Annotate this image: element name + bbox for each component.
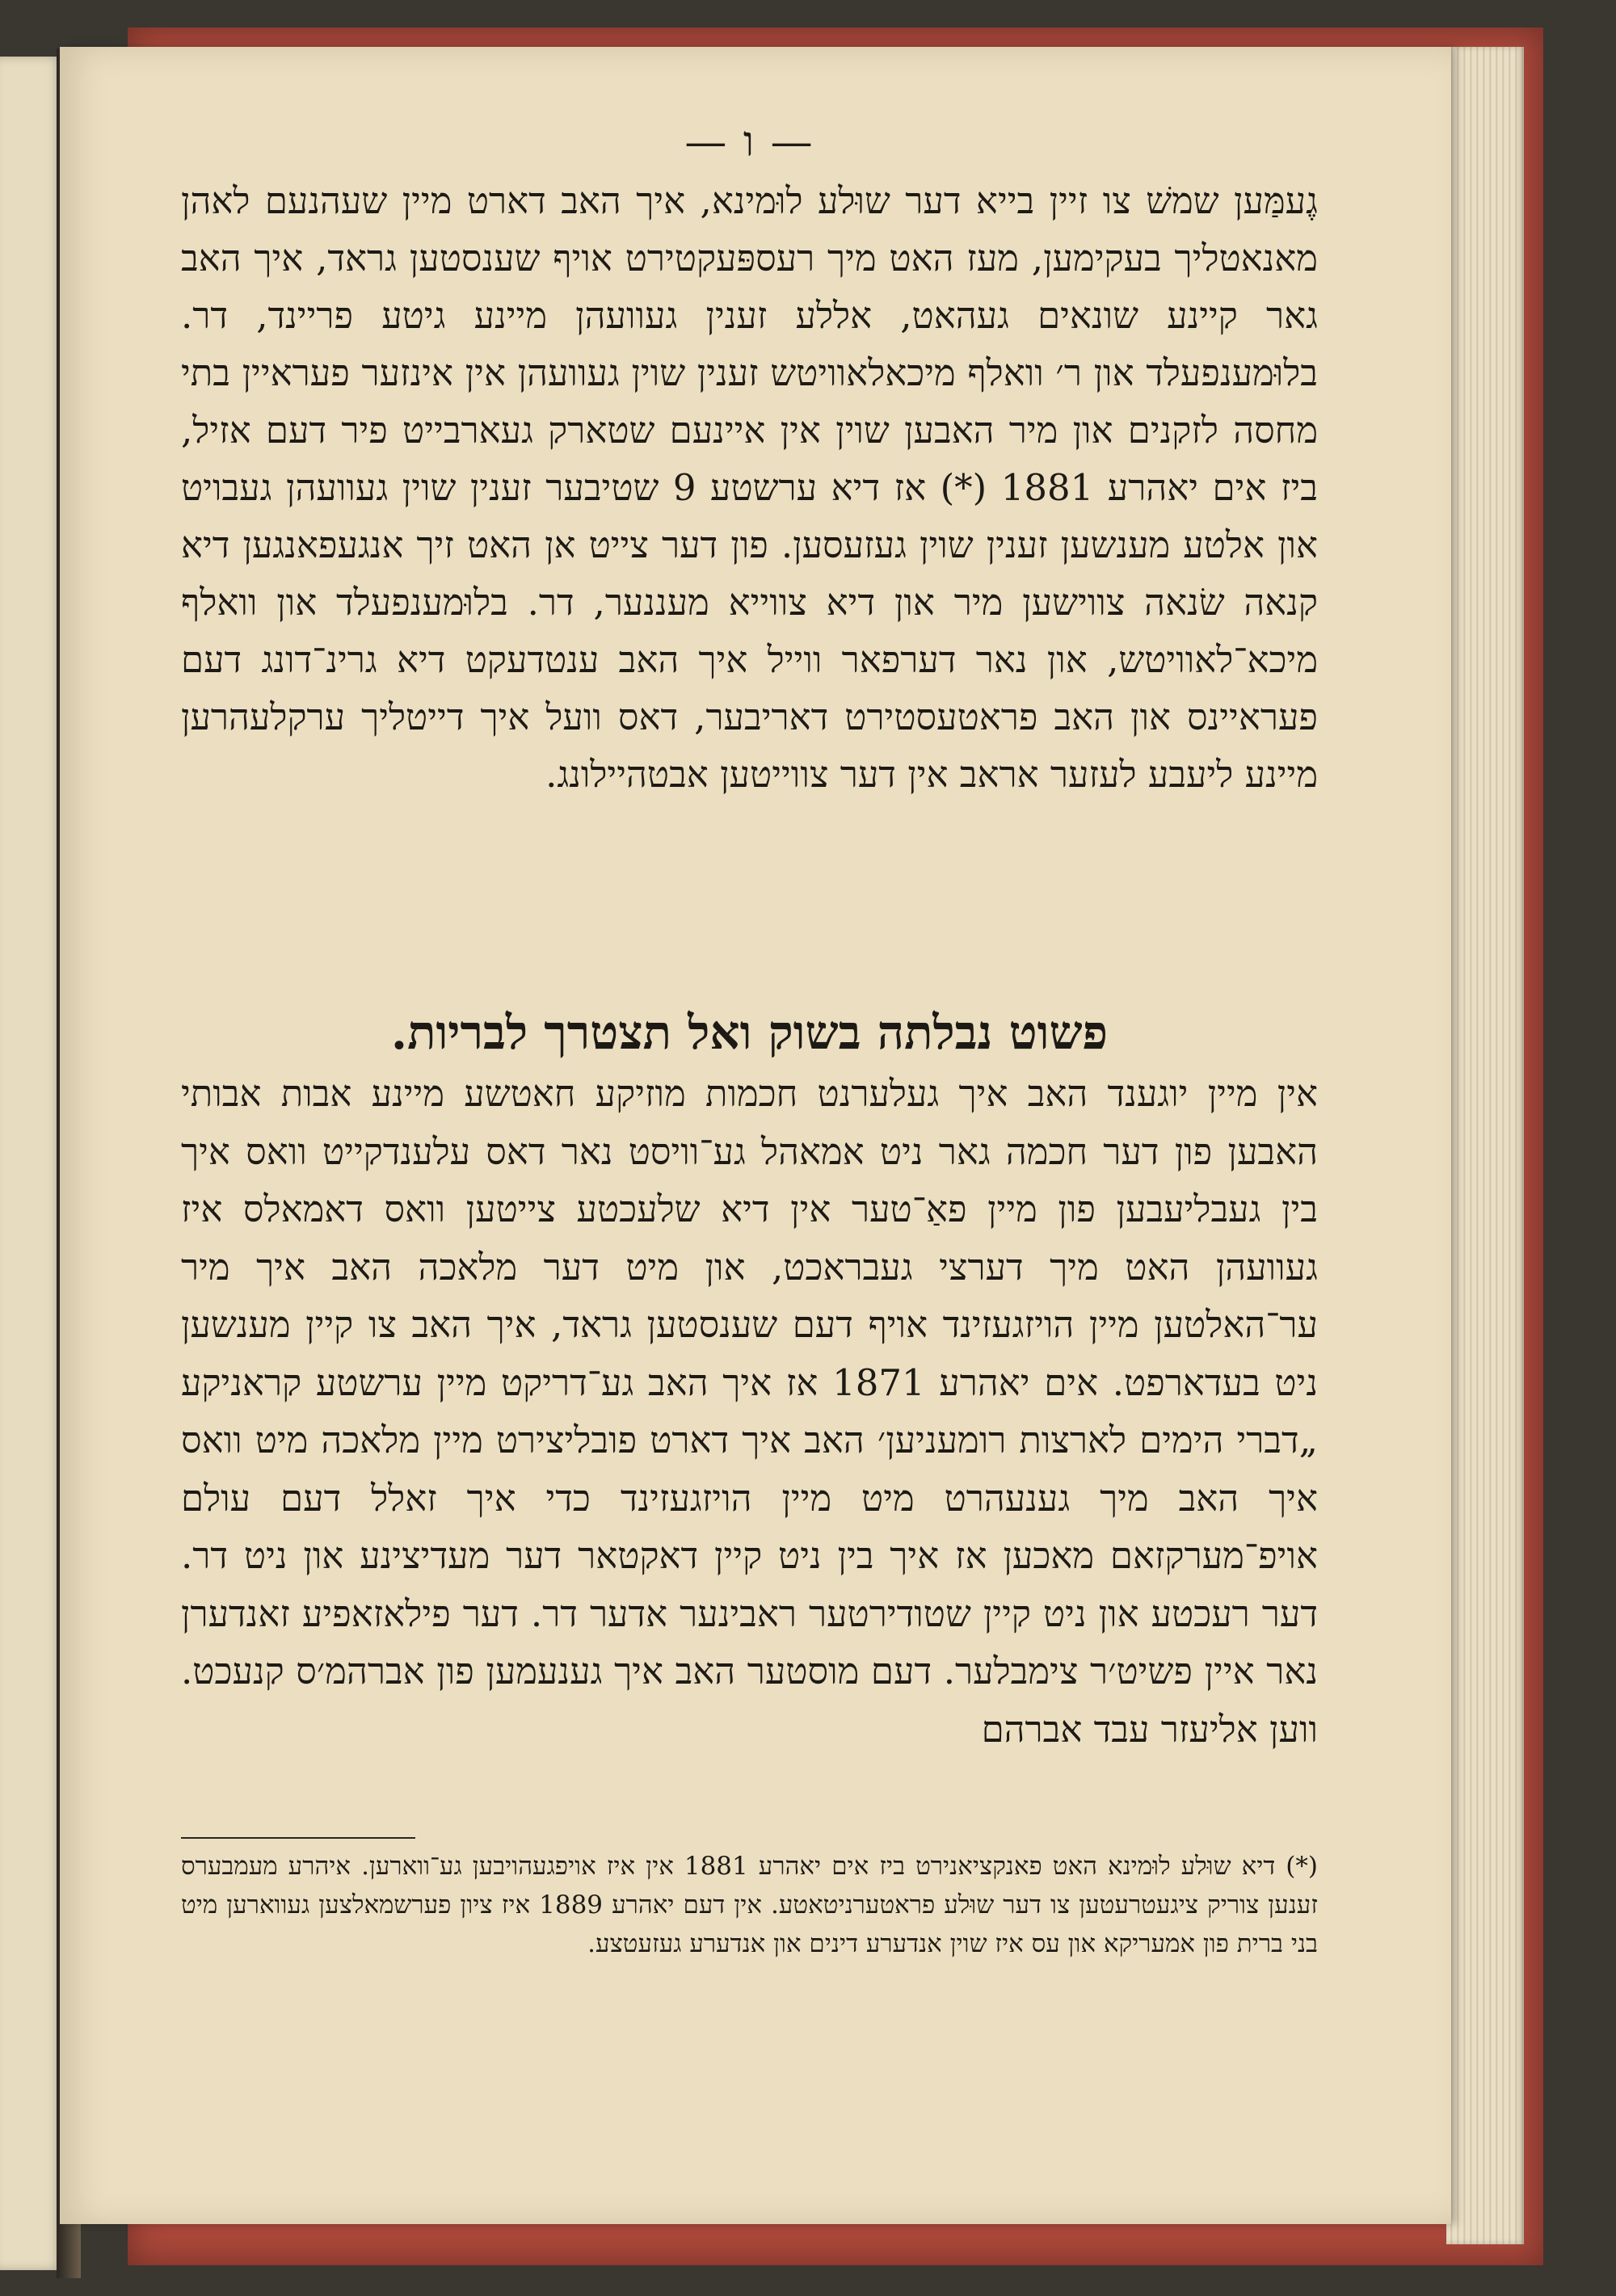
footnote-divider — [181, 1837, 415, 1839]
body-text-section-2 — [181, 1065, 1318, 1758]
page-stack-edges — [1446, 47, 1524, 2244]
page-number: — ו — — [684, 118, 814, 166]
book-page — [60, 47, 1451, 2224]
footnote — [181, 1847, 1318, 1963]
paragraph-1: גֶעמַּען שמשׁ צו זיין בייא דער שוּלע לוּמינא, איך האב דארט מיין שעהנעם לאהן מאנאטליך בעקימען, מעז האט מיך רעספּעקטירט אויף שענסטען גראד, איך האב גאר קיינע שונאים געהאט, אללע זענין געוועהן מיינע גיטע פריינד, דר. בלוּמענפעלד און ר׳ וואלף מיכאלאוויטש זענין שוין געוועהן אין אינזער פעראיין בתי מחסה לזקנים און מיר האבען שוין אין איינעם שטארק געארבייט פיר דעם אזיל, ביז אים יאהרע 1881 (*) אז דיא ערשטע 9 שטיבער זענין שוין געוועהן געבויט און אלטע מענשען זענין שוין געזעסען. פון דער צייט אן האט זיך אנגעפאנגען דיא קנאה שׂנאה צווישען מיר און דיא צווייא מעננער, דר. בלוּמענפעלד און וואלף מיכא־לאוויטש, און נאר דערפאר ווייל איך האב ענטדעקט דיא גרינ־דונג דעם פעראיינס און האב פראטעסטירט דאריבער, דאס וועל איך דייטליך ערקלעהרען מיינע ליעבע לעזער אראב אין דער צווייטען אבטהיילונג. — [181, 179, 1318, 796]
footnote-text: (*) דיא שוּלע לוּמינא האט פאנקציאנירט ביז אים יאהרע 1881 אין איז אויפגעהויבען גע־ווארען. איהרע מעמבערס זענען צוריק ציגעטרעטען צו דער שוּלע פראטערניטאטע. אין דעם יאהרע 1889 איז ציון פערשמאלצען געווארען מיט בני ברית פון אמעריקא און עס איז שוין אנדערע דינים און אנדערע געזעטצע. — [181, 1852, 1318, 1958]
body-text-section-1 — [181, 172, 1318, 803]
section-heading: פשוט נבלתה בשוק ואל תצטרך לבריות. — [390, 1005, 1109, 1060]
paragraph-2: אין מיין יוגענד האב איך געלערנט חכמות מוזיקע חאטשע מיינע אבות אבותי האבען פון דער חכמה גאר ניט אמאהל גע־וויסט נאר דאס עלענדקייט וואס איך בין געבליעבען פון מיין פאַ־טער אין דיא שלעכטע צייטען וואס דאמאלס איז געוועהן האט מיך דערצי געבראכט, און מיט דער מלאכה האב איך מיר ער־האלטען מיין הויזגעזינד אויף דעם שענסטען גראד, איך האב צו קיין מענשען ניט בעדארפט. אים יאהרע 1871 אז איך האב גע־דריקט מיין ערשטע קראניקע „דברי הימים לארצות רומעניען׳ האב איך דארט פובליצירט מיין מלאכה מיט וואס איך האב מיך גענעהרט מיט מיין הויזגעזינד כדי איך זאלל דעם עולם אויפ־מערקזאם מאכען אז איך בין ניט קיין דאקטאר דער מעדיצינע און ניט דר. דער רעכטע און ניט קיין שטודירטער ראבינער אדער דר. דער פילאזאפיע זאנדערן נאר איין פשיט׳ר צימבלער. דעם מוסטער האב איך גענעמען פון אברהמ׳ס קנעכט. ווען אליעזר עבד אברהם — [181, 1072, 1318, 1751]
previous-page-edge — [0, 57, 63, 2270]
page-content — [181, 47, 1318, 2224]
